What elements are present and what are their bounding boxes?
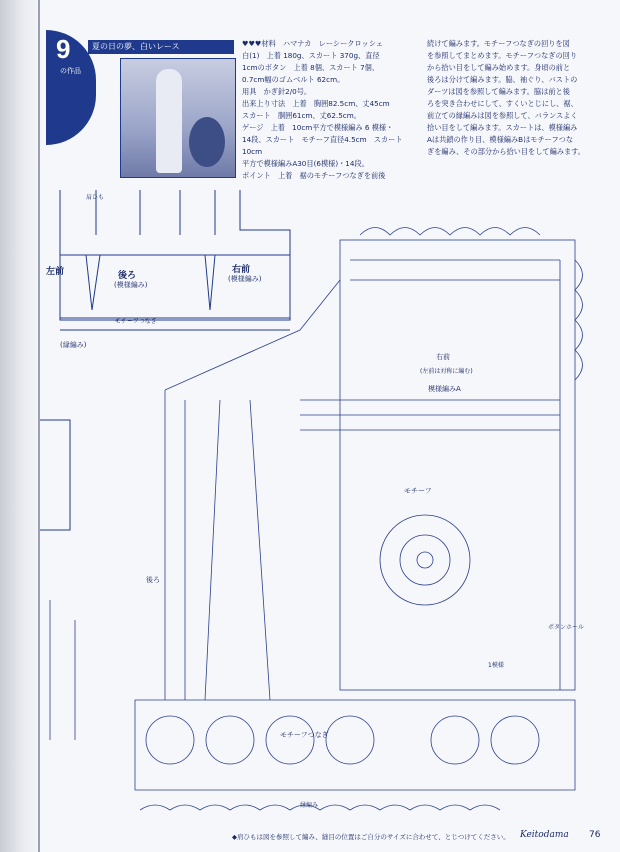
- diagram-border: 1模様: [488, 662, 504, 669]
- diagram-note: (左前は対称に編む): [420, 368, 473, 375]
- instruction-line: から拾い目をして編み始めます。身頃の前と: [427, 63, 571, 72]
- front-label: 右前: [232, 265, 251, 275]
- materials-line: 0.7cm幅のゴムベルト 62cm。: [242, 75, 345, 84]
- instruction-line: を参照してまとめます。モチーフつなぎの回り: [427, 51, 578, 60]
- diagram-right-front: 右前: [436, 353, 450, 361]
- motif-joined: [491, 716, 539, 764]
- schematic-darts: [86, 255, 215, 310]
- motif-joined: [431, 716, 479, 764]
- motif-joined: [146, 716, 194, 764]
- bottom-scallops: [140, 805, 500, 810]
- motif-center: [417, 552, 433, 568]
- instruction-line: 後ろは分けて編みます。脇、袖ぐり、バストの: [427, 75, 578, 84]
- motif-outer: [380, 515, 470, 605]
- instruction-line: ろを突き合わせにして、すくいとじにし、裾、: [427, 99, 578, 108]
- back-pattern-label: (模様編み): [114, 281, 148, 289]
- side-schematic: [40, 420, 70, 530]
- shoulder-label: 肩ひも: [86, 194, 105, 201]
- motif-joined: [266, 716, 314, 764]
- instruction-line: ダーツは図を参照して編みます。脇は前と後: [427, 87, 570, 96]
- size-line: 出来上り寸法 上着 胸囲82.5cm、丈45cm: [242, 99, 390, 108]
- point-line: ポイント 上着 裾のモチーフつなぎを前後: [242, 171, 386, 180]
- armhole-curve: [165, 280, 340, 390]
- gauge-line: 14段、スカート モチーフ直径4.5cm スカート 10cm: [242, 135, 410, 156]
- motif-joined: [206, 716, 254, 764]
- pattern-title: 夏の日の夢、白いレース: [92, 42, 180, 51]
- badge-subtitle: の作品: [60, 67, 81, 75]
- pattern-number: 9: [56, 34, 71, 64]
- diagram-buttonhole: ボタンホール: [548, 624, 584, 631]
- diagram-pattern-a: 模様編みA: [428, 385, 461, 393]
- front-pattern-label: (模様編み): [228, 275, 262, 283]
- materials-line: ♥♥♥材料 ハマナカ レーシークロッシェ: [242, 39, 383, 48]
- row-lines: [300, 400, 560, 430]
- left-front-label: 左前: [46, 267, 65, 277]
- badge-prefix: P.: [46, 50, 53, 59]
- materials-line: 白(1) 上着 180g、スカート 370g、直径: [242, 51, 380, 60]
- side-scallops: [575, 260, 583, 380]
- chart-frame: [340, 240, 575, 690]
- footer-brand: Keitodama: [520, 830, 569, 840]
- strap-chart: [50, 600, 75, 740]
- diagram-back: 後ろ: [146, 576, 160, 584]
- joining-label: モチーフつなぎ: [115, 318, 157, 325]
- instruction-line: 拾い目をして編みます。スカートは、模様編み: [427, 123, 578, 132]
- size-line: スカート 胴囲61cm、丈62.5cm。: [242, 111, 361, 120]
- diagram-motif: モチーフ: [404, 487, 432, 495]
- lace-chart: [50, 228, 583, 811]
- page-number: 76: [589, 830, 601, 840]
- diagram-motif-joining: モチーフつなぎ: [280, 731, 329, 739]
- chart-columns: [165, 390, 270, 700]
- scallop-edge: [360, 228, 540, 236]
- edging-label: (縁編み): [60, 341, 87, 349]
- instruction-line: 続けて編みます。モチーフつなぎの回りを図: [427, 39, 570, 48]
- footer-note: ◆肩ひもは図を参照して編み、縫目の位置はご自分のサイズに合わせて、とじつけてください。: [232, 833, 510, 841]
- motif-inner: [400, 535, 450, 585]
- chart-lines: [350, 260, 560, 690]
- motif-joined: [326, 716, 374, 764]
- instruction-line: ぎを編み、その部分から拾い目をして編みます。: [427, 147, 585, 156]
- tools-line: 用具 かぎ針2/0号。: [242, 87, 312, 96]
- gauge-line: 平方で模様編みA30目(6模様)・14段。: [242, 159, 369, 168]
- materials-line: 1cmのボタン 上着 8個、スカート 7個、: [242, 63, 380, 72]
- schematic-straps: [96, 190, 215, 235]
- instruction-line: 前立ての縁編みは図を参照して、バランスよく: [427, 111, 578, 120]
- instruction-line: Aは共鎖の作り目、模様編みBはモチーフつな: [427, 135, 574, 144]
- gauge-line: ゲージ 上着 10cm平方で模様編み 6 模様・: [242, 123, 394, 132]
- back-label: 後ろ: [118, 271, 137, 281]
- diagram-edging: 縁編み: [300, 802, 319, 809]
- motif-band: [135, 700, 575, 790]
